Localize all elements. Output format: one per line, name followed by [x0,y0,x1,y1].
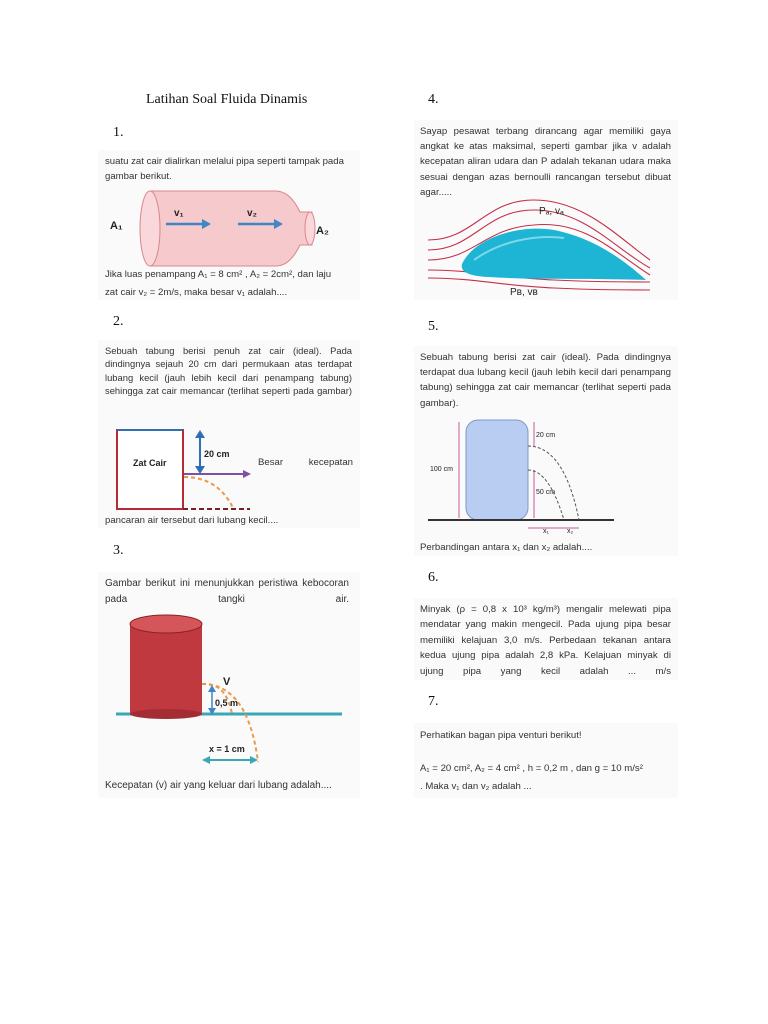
question-1-line-1: Jika luas penampang A₁ = 8 cm² , A₂ = 2cm², dan laju [105,269,332,280]
question-3-text: Kecepatan (v) air yang keluar dari lubang adalah.... [105,780,332,791]
label-distance: x = 1 cm [209,744,245,754]
question-5-panel [414,346,678,556]
question-1-intro: suatu zat cair dialirkan melalui pipa seperti tampak pada gambar berikut. [105,156,344,182]
question-2-part-1: Besar kecepatan [258,457,353,468]
question-number-6: 6. [428,570,439,585]
label-v: V [223,676,231,688]
label-a1: A₁ [110,220,123,232]
question-7-line-3: . Maka v₁ dan v₂ adalah ... [420,781,532,792]
question-7-line-1: Perhatikan bagan pipa venturi berikut! [420,730,582,741]
question-2-part-2: pancaran air tersebut dari lubang kecil.... [105,515,279,526]
question-1-panel [98,150,360,300]
question-2-panel [98,340,360,528]
question-7-line-2: A₁ = 20 cm², A₂ = 4 cm² , h = 0,2 m , dan g = 10 m/s² [420,763,643,774]
question-4-intro: Sayap pesawat terbang dirancang agar memiliki gaya angkat ke atas maksimal, seperti gambar jika v adalah kecepatan aliran udara dan P adalah tekanan udara maka sesuai dengan azas bernoulli rancangan tersebut dibuat agar..... [420,126,671,198]
question-number-7: 7. [428,694,439,709]
question-6-panel [414,598,678,680]
label-depth: 20 cm [204,449,230,459]
question-5-text: Perbandingan antara x₁ dan x₂ adalah.... [420,542,593,553]
label-top-pressure: Pₐ, vₐ [539,206,564,217]
question-number-4: 4. [428,92,439,107]
page-title: Latihan Soal Fluida Dinamis [146,92,308,107]
question-3-intro: Gambar berikut ini menunjukkan peristiwa kebocoran pada tangki air. [105,578,349,605]
question-number-2: 2. [113,314,124,329]
label-fluid: Zat Cair [133,458,167,468]
label-x1: x₁ [543,528,549,535]
label-v1: v₁ [174,208,184,219]
two-hole-tube-diagram [414,346,678,556]
label-a2: A₂ [316,225,329,237]
question-6-text: Minyak (ρ = 0,8 x 10³ kg/m³) mengalir melewati pipa mendatar yang makin mengecil. Pada ujung pipa besar memiliki kelajuan 3,0 m/s. Perbedaan tekanan antara kedua ujung pipa adalah 2,8 kPa. Kelajuan minyak di ujung pipa yang kecil adalah ... m/s [420,604,671,677]
question-5-intro: Sebuah tabung berisi zat cair (ideal). Pada dindingnya terdapat dua lubang kecil (jauh lebih kecil dari penampang tabung) sehingga zat cair memancar (terlihat seperti pada gambar). [420,352,671,409]
tank-diagram [98,340,360,528]
label-height: 0,5 m [215,698,239,708]
question-2-intro: Sebuah tabung berisi penuh zat cair (ideal). Pada dindingnya sejauh 20 cm dari permukaan atas terdapat lubang kecil (jauh lebih kecil dari penampang tabung) sehingga zat cair memancar (terlihat seperti pada gambar) [105,345,352,396]
label-bottom-pressure: Pʙ, vʙ [510,287,538,298]
question-number-1: 1. [113,125,124,140]
label-20cm: 20 cm [536,432,556,439]
question-number-3: 3. [113,543,124,558]
question-7-panel [414,723,678,798]
question-1-line-2: zat cair v₂ = 2m/s, maka besar v₁ adalah.... [105,287,288,298]
question-3-panel [98,572,360,798]
question-4-panel [414,120,678,300]
question-number-5: 5. [428,319,439,334]
label-x2: x₂ [567,528,574,535]
label-100cm: 100 cm [430,466,453,473]
label-v2: v₂ [247,208,258,219]
label-50cm: 50 cm [536,489,556,496]
